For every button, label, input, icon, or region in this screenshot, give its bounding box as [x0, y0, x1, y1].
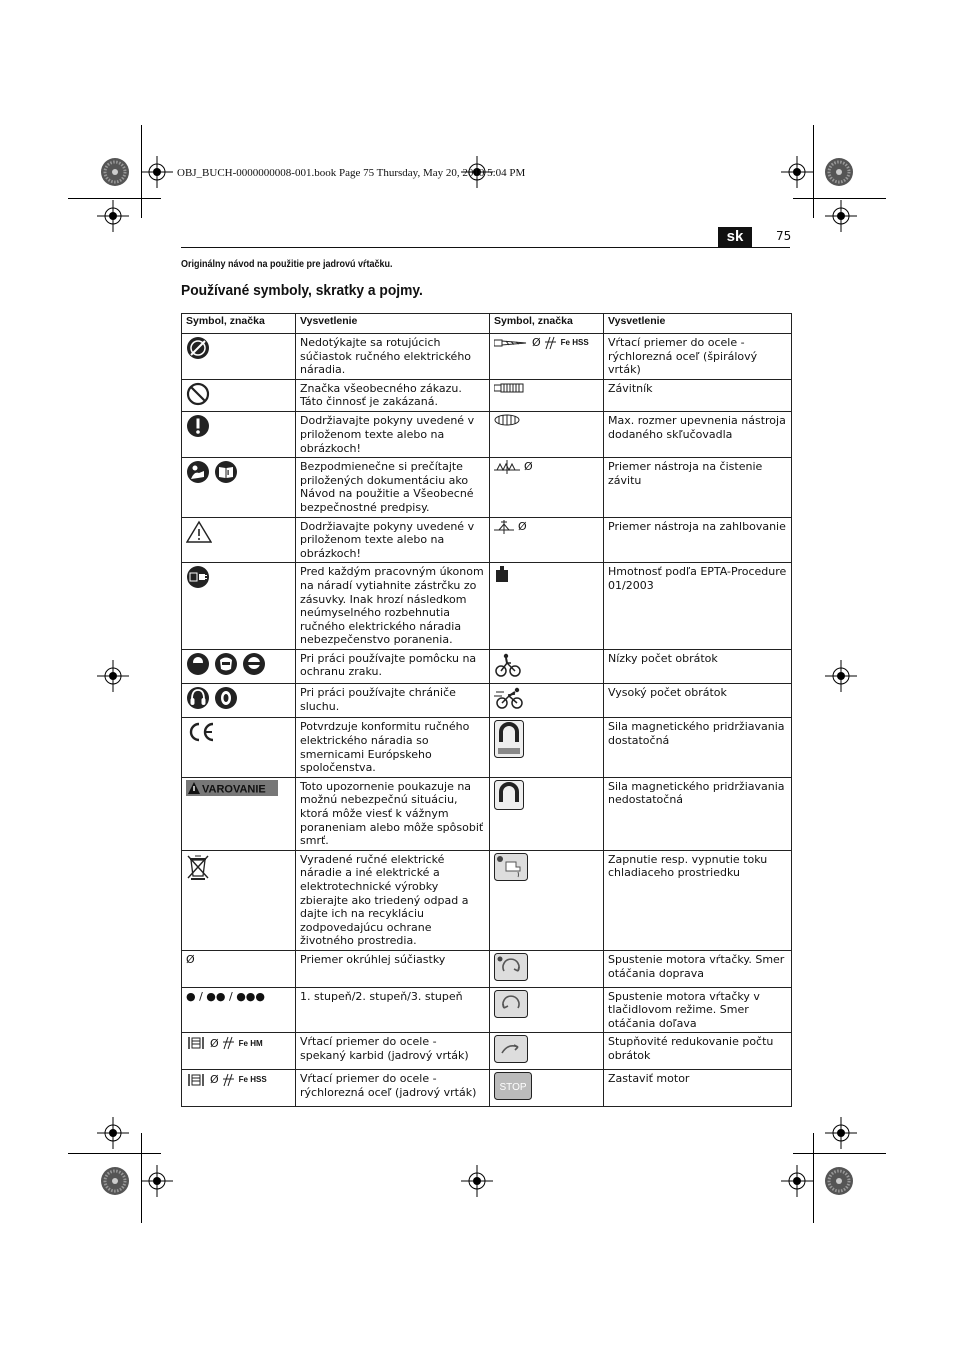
- low-speed-icon: [494, 652, 522, 678]
- table-cell: Sila magnetického pridržiavania nedostatočná: [604, 777, 792, 850]
- table-row: [182, 950, 792, 987]
- core-drill-icon: [186, 1035, 206, 1051]
- earmuffs-icon: [186, 686, 210, 710]
- table-row: Bezpodmienečne si prečítajte priložených dokumentáciu ako Návod na použitie a Všeobecné bezpečnostné predpisy. Ø Priemer nástroja na čistenie závitu: [182, 458, 792, 517]
- table-row: [182, 379, 792, 412]
- col-header-symbol: Symbol, značka: [182, 314, 296, 334]
- table-cell: Priemer okrúhlej súčiastky: [296, 950, 490, 987]
- table-cell: Pri práci používajte chrániče sluchu.: [296, 684, 490, 718]
- table-cell: Toto upozornenie poukazuje na možnú nebezpečnú situáciu, ktorá môže viesť k vážnym poraneniam alebo môže spôsobiť smrť.: [296, 777, 490, 850]
- chuck-icon: [494, 414, 520, 426]
- stage-dots: ● / ●● / ●●●: [182, 987, 296, 1033]
- table-row: [182, 412, 792, 458]
- table-cell: Vŕtací priemer do ocele - rýchlorezná oceľ (jadrový vrták): [296, 1069, 490, 1106]
- table-cell: Dodržiavajte pokyny uvedené v priloženom texte alebo na obrázkoch!: [296, 517, 490, 563]
- twist-drill-icon: [494, 337, 528, 349]
- goggles-icon: [186, 652, 210, 676]
- weight-icon: [494, 565, 510, 583]
- table-cell: Priemer nástroja na zahlbovanie: [604, 517, 792, 563]
- thread-cleaning-icon: [494, 460, 520, 474]
- table-cell: Značka všeobecného zákazu. Táto činnosť je zakázaná.: [296, 379, 490, 412]
- table-cell: Hmotnosť podľa EPTA-Procedure 01/2003: [604, 563, 792, 650]
- magnet-sufficient-icon: [494, 720, 524, 758]
- table-row: [182, 649, 792, 684]
- page-number: 75: [776, 229, 792, 243]
- core-drill-icon: [186, 1072, 206, 1088]
- countersink-icon: [494, 520, 514, 534]
- eye-protection-icon: [242, 652, 266, 676]
- varovanie-label-icon: [186, 780, 278, 796]
- language-badge: sk: [718, 227, 752, 247]
- table-cell: Vyradené ručné elektrické náradie a iné elektrické a elektrotechnické výrobky zbierajte ako triedený odpad a dajte ich na recykláciu zodpovedajúcu ochrane životného prostredia.: [296, 850, 490, 950]
- table-cell: Zapnutie resp. vypnutie toku chladiaceho prostriedku: [604, 850, 792, 950]
- speed-reduce-icon[interactable]: [494, 1035, 528, 1063]
- table-cell: Nízky počet obrátok: [604, 649, 792, 684]
- material-label: Fe HM: [238, 1038, 263, 1048]
- table-cell: Stupňovité redukovanie počtu obrátok: [604, 1033, 792, 1070]
- warning-triangle-icon: [186, 520, 212, 544]
- stop-button-icon[interactable]: [494, 1072, 532, 1100]
- tap-icon: [494, 382, 524, 394]
- col-header-explanation: Vysvetlenie: [604, 314, 792, 334]
- table-cell: Zastaviť motor: [604, 1069, 792, 1106]
- table-cell: Potvrdzuje konformitu ručného elektrického náradia so smernicami Európskeho spoločenstva.: [296, 718, 490, 777]
- varovanie-text: VAROVANIE: [202, 783, 266, 796]
- weee-bin-icon: [186, 853, 210, 881]
- material-steel-icon: [223, 1073, 235, 1087]
- table-row: [182, 563, 792, 650]
- table-row: [182, 777, 792, 850]
- table-row: Nedotýkajte sa rotujúcich súčiastok ručného elektrického náradia. Ø Fe HSS Vŕtací priemer do ocele - rýchlorezná oceľ (špirálový vrták): [182, 334, 792, 380]
- table-cell: 1. stupeň/2. stupeň/3. stupeň: [296, 987, 490, 1033]
- table-row: [182, 718, 792, 777]
- material-steel-icon: [223, 1036, 235, 1050]
- table-cell: Vŕtací priemer do ocele - spekaný karbid (jadrový vrták): [296, 1033, 490, 1070]
- symbols-table: [181, 313, 792, 1107]
- magnet-insufficient-icon: [494, 780, 524, 810]
- stop-label: STOP: [499, 1081, 527, 1093]
- table-cell: Dodržiavajte pokyny uvedené v priloženom texte alebo na obrázkoch!: [296, 412, 490, 458]
- table-cell: Spustenie motora vŕtačky v tlačidlovom režime. Smer otáčania doľava: [604, 987, 792, 1033]
- table-cell: Max. rozmer upevnenia nástroja dodaného skľučovadla: [604, 412, 792, 458]
- high-speed-icon: [494, 686, 526, 710]
- material-steel-icon: [545, 336, 557, 350]
- no-touch-rotating-icon: [186, 336, 210, 360]
- header-rule: [181, 247, 790, 248]
- table-cell: Sila magnetického pridržiavania dostatočná: [604, 718, 792, 777]
- ear-protection-icon: [214, 686, 238, 710]
- table-header-row: [182, 314, 792, 334]
- material-label: Fe HSS: [238, 1075, 267, 1085]
- table-cell: Pred každým pracovným úkonom na náradí vytiahnite zástrčku zo zásuvky. Inak hrozí následkom neúmyselného rozbehnutia ručného elektrického náradia nebezpečenstvo poranenia.: [296, 563, 490, 650]
- table-cell: Pri práci používajte pomôcku na ochranu zraku.: [296, 649, 490, 684]
- book-info-line: OBJ_BUCH-0000000008-001.book Page 75 Thursday, May 20, 2010 5:04 PM: [177, 167, 526, 179]
- mandatory-exclamation-icon: [186, 414, 210, 438]
- table-cell: Závitník: [604, 379, 792, 412]
- table-row: [182, 987, 792, 1033]
- prohibition-icon: [186, 382, 210, 406]
- table-cell: Nedotýkajte sa rotujúcich súčiastok ručného elektrického náradia.: [296, 334, 490, 380]
- table-row: Ø Fe HSS Vŕtací priemer do ocele - rýchlorezná oceľ (jadrový vrták) STOP Zastaviť motor: [182, 1069, 792, 1106]
- unplug-icon: [186, 565, 210, 589]
- motor-right-icon[interactable]: [494, 953, 528, 981]
- section-title: Používané symboly, skratky a pojmy.: [181, 282, 423, 299]
- coolant-toggle-icon: [494, 853, 528, 881]
- ce-mark-icon: [186, 720, 216, 744]
- person-reading-icon: [186, 460, 210, 484]
- table-cell: Priemer nástroja na čistenie závitu: [604, 458, 792, 517]
- diameter-symbol: Ø: [182, 950, 296, 987]
- document-subtitle: Originálny návod na použitie pre jadrovú vŕtačku.: [181, 259, 393, 270]
- table-row: Dodržiavajte pokyny uvedené v priloženom texte alebo na obrázkoch! Ø Priemer nástroja na zahlbovanie: [182, 517, 792, 563]
- table-cell: Spustenie motora vŕtačky. Smer otáčania doprava: [604, 950, 792, 987]
- table-row: Ø Fe HM Vŕtací priemer do ocele - spekaný karbid (jadrový vrták) Stupňovité redukovanie počtu obrátok: [182, 1033, 792, 1070]
- col-header-symbol: Symbol, značka: [490, 314, 604, 334]
- read-manual-icon: [214, 460, 238, 484]
- material-label: Fe HSS: [560, 338, 589, 348]
- table-row: [182, 684, 792, 718]
- table-cell: Vysoký počet obrátok: [604, 684, 792, 718]
- table-row: [182, 850, 792, 950]
- motor-left-icon[interactable]: [494, 990, 528, 1018]
- table-cell: Bezpodmienečne si prečítajte priložených dokumentáciu ako Návod na použitie a Všeobecné bezpečnostné predpisy.: [296, 458, 490, 517]
- table-cell: Vŕtací priemer do ocele - rýchlorezná oceľ (špirálový vrták): [604, 334, 792, 380]
- col-header-explanation: Vysvetlenie: [296, 314, 490, 334]
- face-shield-icon: [214, 652, 238, 676]
